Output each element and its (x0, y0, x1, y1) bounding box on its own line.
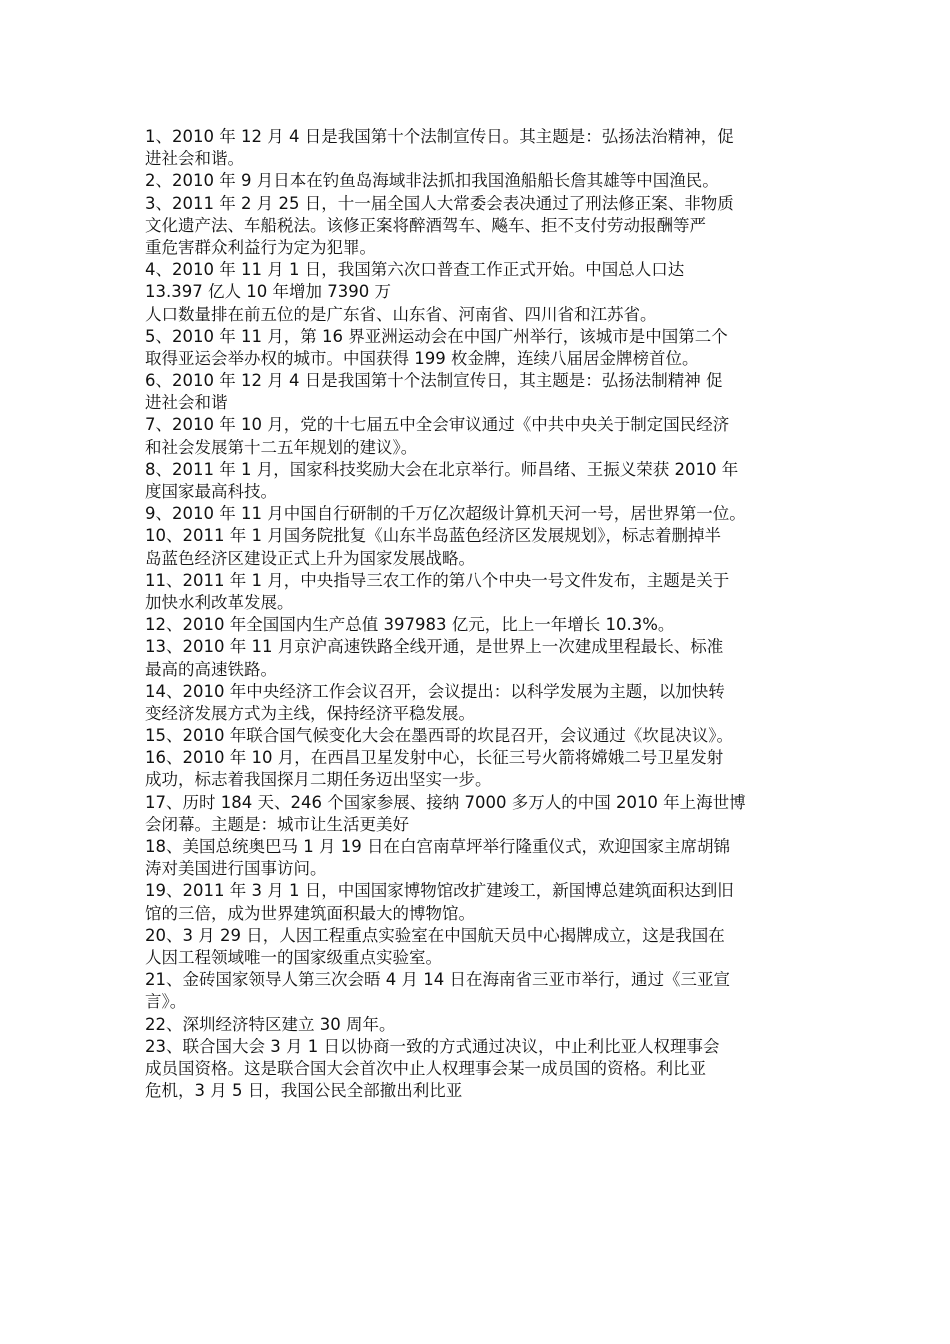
text-line: 人因工程领域唯一的国家级重点实验室。 (145, 947, 442, 967)
text-line: 13.397 亿人 10 年增加 7390 万 (145, 282, 391, 302)
text-line: 8、2011 年 1 月，国家科技奖励大会在北京举行。师昌绪、王振义荣获 2010 年 (145, 459, 739, 479)
text-line: 22、深圳经济特区建立 30 周年。 (145, 1014, 396, 1034)
text-line: 4、2010 年 11 月 1 日，我国第六次口普查工作正式开始。中国总人口达 (145, 260, 685, 280)
text-line: 涛对美国进行国事访问。 (145, 859, 327, 879)
text-line: 加快水利改革发展。 (145, 592, 294, 612)
text-line: 16、2010 年 10 月，在西昌卫星发射中心，长征三号火箭将嫦娥二号卫星发射 (145, 748, 724, 768)
text-line: 3、2011 年 2 月 25 日，十一届全国人大常委会表决通过了刑法修正案、非物质 (145, 193, 734, 213)
text-line: 23、联合国大会 3 月 1 日以协商一致的方式通过决议，中止利比亚人权理事会 (145, 1036, 720, 1056)
text-line: 岛蓝色经济区建设正式上升为国家发展战略。 (145, 548, 475, 568)
text-line: 19、2011 年 3 月 1 日，中国国家博物馆改扩建竣工，新国博总建筑面积达到旧 (145, 881, 734, 901)
text-line: 和社会发展第十二五年规划的建议》。 (145, 437, 418, 457)
text-line: 9、2010 年 11 月中国自行研制的千万亿次超级计算机天河一号，居世界第一位。 (145, 504, 746, 524)
text-line: 5、2010 年 11 月，第 16 界亚洲运动会在中国广州举行，该城市是中国第二个 (145, 326, 728, 346)
text-line: 成功，标志着我国探月二期任务迈出坚实一步。 (145, 770, 492, 790)
text-line: 人口数量排在前五位的是广东省、山东省、河南省、四川省和江苏省。 (145, 304, 657, 324)
text-line: 17、历时 184 天、246 个国家参展、接纳 7000 多万人的中国 2010 年上海世博 (145, 792, 746, 812)
text-line: 进社会和谐 (145, 393, 228, 413)
text-line: 11、2011 年 1 月，中央指导三农工作的第八个中央一号文件发布，主题是关于 (145, 570, 730, 590)
text-line: 14、2010 年中央经济工作会议召开，会议提出：以科学发展为主题，以加快转 (145, 681, 725, 701)
text-line: 言》。 (145, 992, 187, 1012)
text-line: 7、2010 年 10 月，党的十七届五中全会审议通过《中共中央关于制定国民经济 (145, 415, 730, 435)
text-line: 危机，3 月 5 日，我国公民全部撤出利比亚 (145, 1081, 463, 1101)
text-line: 18、美国总统奥巴马 1 月 19 日在白宫南草坪举行隆重仪式，欢迎国家主席胡锦 (145, 837, 730, 856)
text-line: 文化遗产法、车船税法。该修正案将醉酒驾车、飚车、拒不支付劳动报酬等严 (145, 215, 706, 235)
text-line: 重危害群众利益行为定为犯罪。 (145, 237, 376, 257)
text-line: 6、2010 年 12 月 4 日是我国第十个法制宣传日，其主题是：弘扬法制精神 促 (145, 371, 723, 391)
text-line: 20、3 月 29 日，人因工程重点实验室在中国航天员中心揭牌成立，这是我国在 (145, 925, 725, 945)
text-line: 12、2010 年全国国内生产总值 397983 亿元，比上一年增长 10.3%。 (145, 615, 675, 635)
text-line: 21、金砖国家领导人第三次会晤 4 月 14 日在海南省三亚市举行，通过《三亚宣 (145, 970, 730, 990)
text-line: 15、2010 年联合国气候变化大会在墨西哥的坎昆召开，会议通过《坎昆决议》。 (145, 726, 733, 746)
text-line: 度国家最高科技。 (145, 482, 277, 501)
text-line: 会闭幕。主题是：城市让生活更美好 (145, 814, 409, 834)
text-line: 2、2010 年 9 月日本在钓鱼岛海域非法抓扣我国渔船船长詹其雄等中国渔民。 (145, 171, 719, 191)
text-line: 10、2011 年 1 月国务院批复《山东半岛蓝色经济区发展规划》，标志着删掉半 (145, 526, 721, 546)
text-line: 馆的三倍，成为世界建筑面积最大的博物馆。 (145, 903, 475, 923)
text-line: 1、2010 年 12 月 4 日是我国第十个法制宣传日。其主题是：弘扬法治精神，促 (145, 127, 734, 146)
text-line: 13、2010 年 11 月京沪高速铁路全线开通，是世界上一次建成里程最长、标准 (145, 637, 724, 657)
document-body (145, 126, 825, 1102)
text-line: 变经济发展方式为主线，保持经济平稳发展。 (145, 703, 475, 723)
text-line: 取得亚运会举办权的城市。中国获得 199 枚金牌，连续八届居金牌榜首位。 (145, 348, 699, 368)
text-line: 成员国资格。这是联合国大会首次中止人权理事会某一成员国的资格。利比亚 (145, 1058, 706, 1078)
text-line: 最高的高速铁路。 (145, 659, 277, 679)
text-line: 进社会和谐。 (145, 149, 244, 169)
